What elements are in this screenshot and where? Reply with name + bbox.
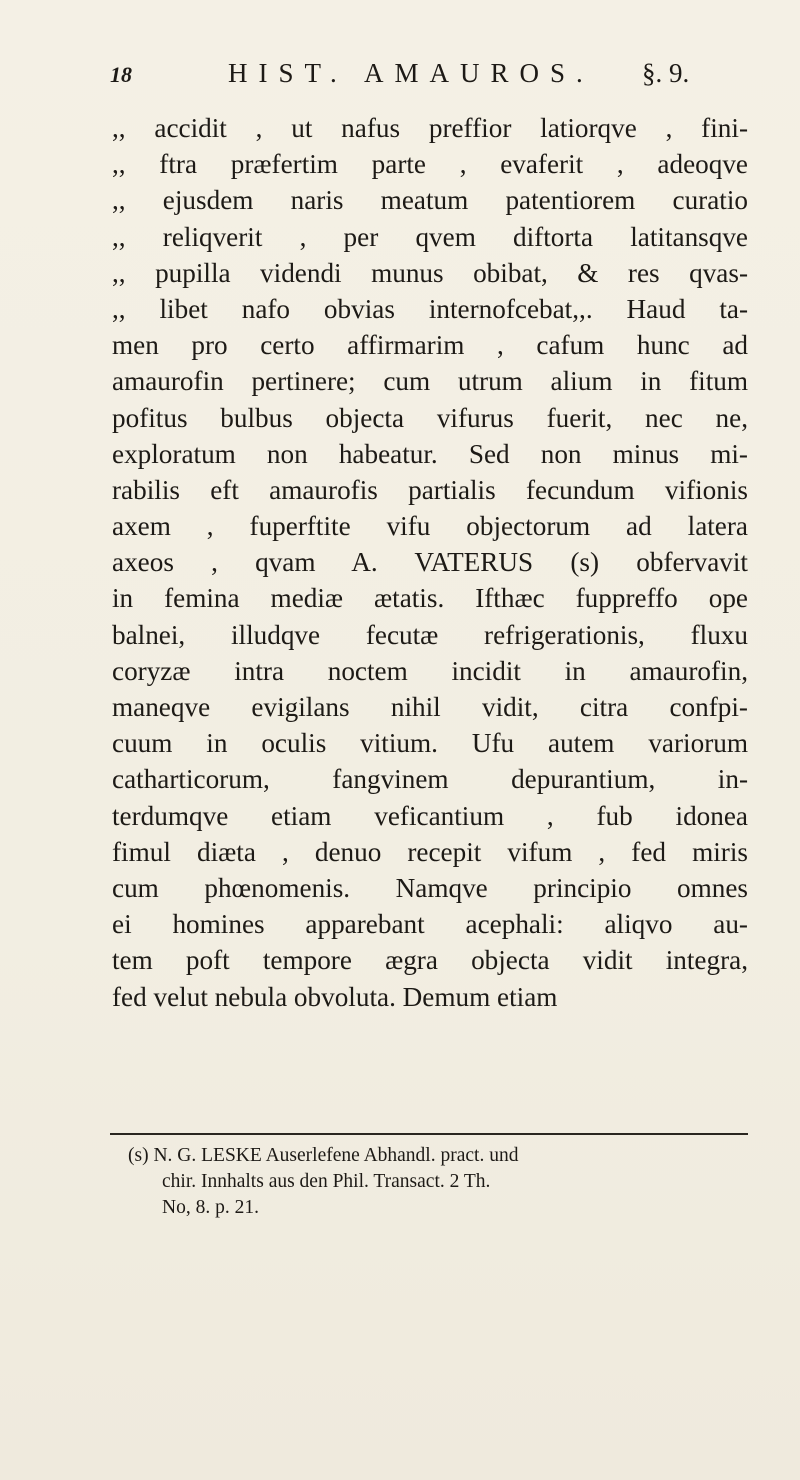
text-line: ,, accidit , ut nafus preffior latiorqve , fini-: [112, 113, 748, 143]
text-line: in femina mediæ ætatis. Ifthæc fuppreffo ope: [112, 583, 748, 614]
text-line: exploratum non habeatur. Sed non minus mi-: [112, 438, 748, 469]
text-line: axem , fuperftite vifu objectorum ad latera: [112, 511, 748, 542]
text-line: cum phœnomenis. Namqve principio omnes: [112, 872, 748, 903]
footnote-rule: [110, 1133, 748, 1135]
text-line: ,, ejusdem naris meatum patentiorem curatio: [112, 185, 748, 216]
text-line: amaurofin pertinere; cum utrum alium in fitum: [112, 366, 748, 397]
running-title: HIST. AMAUROS.: [228, 58, 594, 88]
text-line: terdumqve etiam veficantium , fub idonea: [112, 800, 748, 831]
text-line: ,, pupilla videndi munus obibat, & res qvas-: [112, 257, 748, 288]
text-line: maneqve evigilans nihil vidit, citra confpi-: [112, 692, 748, 722]
text-line: balnei, illudqve fecutæ refrigerationis, fluxu: [112, 619, 748, 650]
footnote-line: No, 8. p. 21.: [162, 1197, 259, 1218]
footnote-line: (s) N. G. LESKE Auserlefene Abhandl. pract. und: [128, 1145, 519, 1166]
text-line: catharticorum, fangvinem depurantium, in-: [112, 764, 748, 795]
body-text: [112, 110, 748, 1015]
text-line: fimul diæta , denuo recepit vifum , fed miris: [112, 836, 748, 867]
text-line: rabilis eft amaurofis partialis fecundum vifionis: [112, 474, 748, 505]
section-marker: §. 9.: [642, 58, 690, 88]
page-number: 18: [110, 62, 132, 87]
text-line: ei homines apparebant acephali: aliqvo au-: [112, 909, 748, 940]
text-line: ,, reliqverit , per qvem diftorta latitansqve: [112, 221, 748, 252]
text-line: men pro certo affirmarim , cafum hunc ad: [112, 330, 748, 361]
text-line: ,, ftra præfertim parte , evaferit , adeoqve: [112, 149, 748, 180]
text-line: tem poft tempore ægra objecta vidit integra,: [112, 945, 748, 976]
page-header: [110, 58, 750, 98]
footnote-line: chir. Innhalts aus den Phil. Transact. 2 Th.: [162, 1171, 491, 1192]
text-line: ,, libet nafo obvias internofcebat,,. Haud ta-: [112, 293, 748, 324]
text-line: axeos , qvam A. VATERUS (s) obfervavit: [112, 547, 748, 578]
text-line: pofitus bulbus objecta vifurus fuerit, nec ne,: [112, 402, 748, 433]
text-line: fed velut nebula obvoluta. Demum etiam: [112, 981, 558, 1012]
text-line: cuum in oculis vitium. Ufu autem variorum: [112, 728, 748, 759]
text-line: coryzæ intra noctem incidit in amaurofin,: [112, 655, 748, 686]
footnote: [128, 1143, 748, 1221]
